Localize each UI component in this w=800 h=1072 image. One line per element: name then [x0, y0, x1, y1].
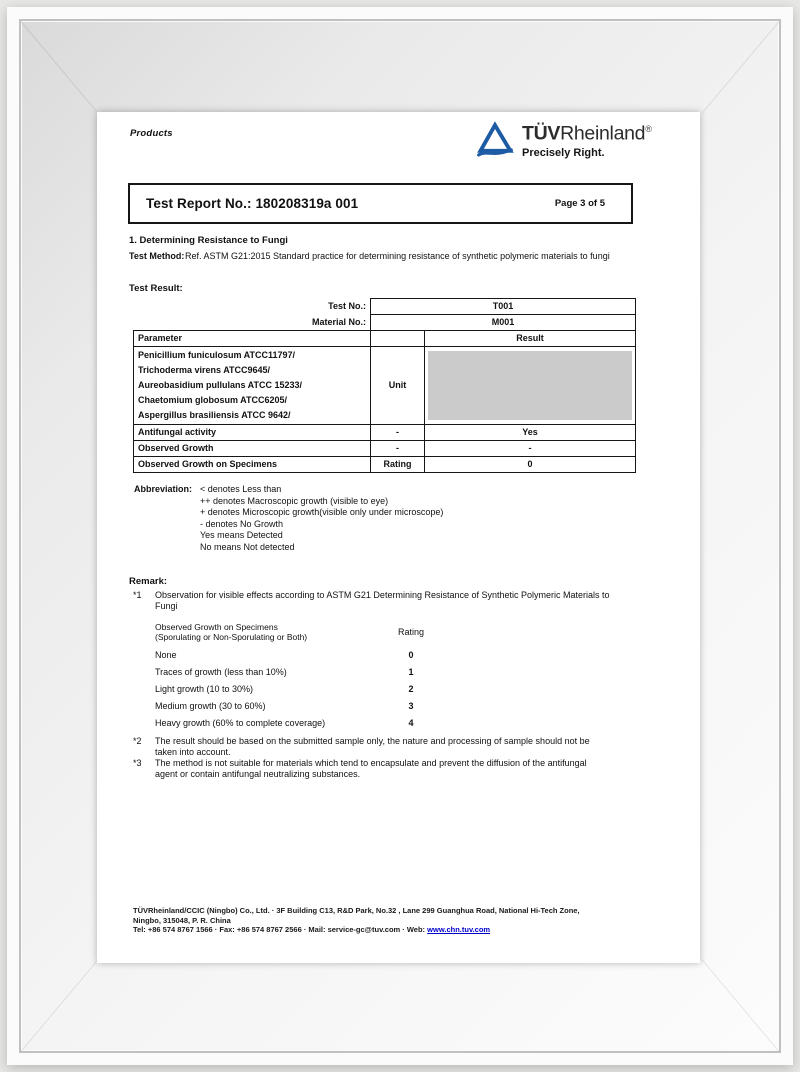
- remark-marker: *2: [133, 736, 142, 746]
- remark-text: The method is not suitable for materials which tend to encapsulate and prevent the diffusion of the antifungal agent or contain antifungal neutralizing substances.: [155, 758, 587, 779]
- organism-line: Chaetomium globosum ATCC6205/: [138, 395, 288, 405]
- unit-cell: -: [371, 441, 425, 457]
- abbreviation-line: + denotes Microscopic growth(visible only under microscope): [200, 507, 444, 518]
- report-number: Test Report No.: 180208319a 001: [146, 196, 359, 211]
- abbreviation-lines: [200, 484, 443, 554]
- material-no-value: M001: [371, 315, 636, 331]
- result-cell: 0: [425, 457, 636, 473]
- remark-item-2: [133, 736, 610, 758]
- rating-table-header: [155, 622, 433, 642]
- abbreviation-line: Yes means Detected: [200, 530, 283, 541]
- table-row: [134, 425, 636, 441]
- rating-row: None 0: [155, 650, 414, 661]
- page-indicator: Page 3 of 5: [554, 198, 605, 209]
- remark-text: The result should be based on the submitted sample only, the nature and processing of sample should not be taken into account.: [155, 736, 590, 757]
- unit-header-empty: [371, 331, 425, 347]
- brand-tagline: Precisely Right.: [522, 146, 605, 159]
- section-heading: 1. Determining Resistance to Fungi: [129, 235, 288, 246]
- products-label: Products: [130, 128, 173, 139]
- table-row: [134, 347, 636, 425]
- page-footer: [133, 906, 678, 935]
- parameter-header: Parameter: [134, 331, 371, 347]
- tuv-triangle-icon: [474, 120, 515, 162]
- remark-marker: *3: [133, 758, 142, 768]
- material-no-label: Material No.:: [311, 317, 366, 328]
- report-number-bar: [128, 183, 633, 224]
- result-table: [133, 298, 636, 473]
- test-method-label: Test Method:: [129, 251, 185, 261]
- tuv-rheinland-logo: [474, 117, 652, 162]
- test-no-value: T001: [371, 299, 636, 315]
- logo-text-block: [522, 117, 652, 159]
- organism-list-cell: [134, 347, 371, 425]
- organism-line: Trichoderma virens ATCC9645/: [138, 365, 271, 375]
- parameter-cell: Observed Growth on Specimens: [134, 457, 371, 473]
- rating-row: Heavy growth (60% to complete coverage) 4: [155, 717, 414, 728]
- rating-row: Light growth (10 to 30%) 2: [155, 683, 414, 694]
- abbreviation-line: < denotes Less than: [200, 484, 282, 494]
- parameter-cell: Antifungal activity: [134, 425, 371, 441]
- abbreviation-line: No means Not detected: [200, 541, 295, 552]
- rating-row: Medium growth (30 to 60%) 3: [155, 700, 414, 711]
- abbreviation-label: Abbreviation:: [134, 484, 193, 494]
- test-no-label: Test No.:: [328, 301, 366, 312]
- remark-item-3: [133, 758, 610, 780]
- rating-header-label: Observed Growth on Specimens (Sporulating or Non-Sporulating or Both): [155, 622, 308, 642]
- table-row: [134, 457, 636, 473]
- organism-line: Aureobasidium pullulans ATCC 15233/: [138, 380, 303, 390]
- footer-address-line: Ningbo, 315048, P. R. China: [133, 915, 231, 925]
- table-header-row: [134, 331, 636, 347]
- remark-marker: *1: [133, 590, 142, 600]
- test-result-label: Test Result:: [129, 283, 183, 294]
- remark-label: Remark:: [129, 576, 168, 587]
- result-cell: -: [425, 441, 636, 457]
- rating-header: Rating: [397, 627, 424, 637]
- abbreviation-line: - denotes No Growth: [200, 518, 284, 529]
- result-cell: Yes: [425, 425, 636, 441]
- footer-contact-line: Tel: +86 574 8767 1566 · Fax: +86 574 8767 2566 · Mail: service-gc@tuv.com · Web: www.chn.tuv.com: [133, 925, 491, 935]
- brand-wordmark: TÜVRheinland®: [522, 122, 652, 145]
- abbreviation-block: [134, 484, 443, 554]
- rating-row: Traces of growth (less than 10%) 1: [155, 667, 414, 678]
- unit-cell: -: [371, 425, 425, 441]
- parameter-cell: Observed Growth: [134, 441, 371, 457]
- table-row: [134, 315, 636, 331]
- test-report-page: [97, 112, 700, 963]
- test-method-row: [129, 251, 615, 262]
- unit-cell: Rating: [371, 457, 425, 473]
- unit-cell: Unit: [371, 347, 425, 425]
- result-header: Result: [425, 331, 636, 347]
- table-row: [134, 441, 636, 457]
- table-row: [134, 299, 636, 315]
- organism-line: Penicillium funiculosum ATCC11797/: [138, 350, 296, 360]
- growth-rating-table: [155, 622, 433, 731]
- remark-item-1: [133, 590, 610, 612]
- redacted-result-box: [428, 351, 632, 420]
- footer-address-line: TÜVRheinland/CCIC (Ningbo) Co., Ltd. · 3F Building C13, R&D Park, No.32 , Lane 299 Guanghua Road, National Hi-Tech Zone,: [133, 906, 580, 915]
- registered-mark: ®: [645, 124, 652, 134]
- abbreviation-line: ++ denotes Macroscopic growth (visible to eye): [200, 495, 389, 506]
- test-method-value: Ref. ASTM G21:2015 Standard practice for determining resistance of synthetic polymeric materials to fungi: [185, 251, 610, 261]
- footer-web-link[interactable]: www.chn.tuv.com: [427, 925, 491, 935]
- remark-text: Observation for visible effects according to ASTM G21 Determining Resistance of Synthetic Polymeric Materials to Fungi: [155, 590, 610, 611]
- organism-line: Aspergillus brasiliensis ATCC 9642/: [138, 410, 291, 420]
- result-cell: [425, 347, 636, 425]
